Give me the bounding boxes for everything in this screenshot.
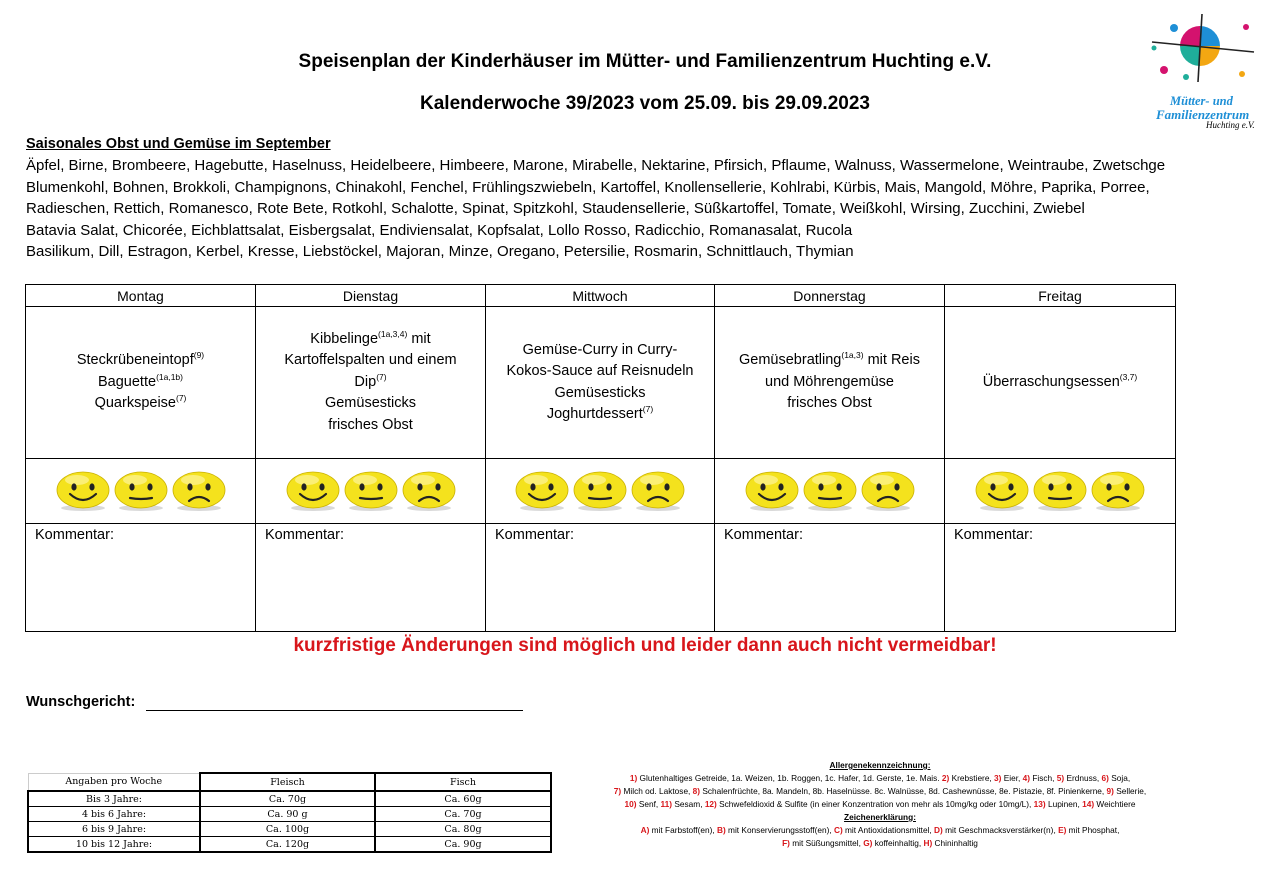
happy-face-icon[interactable] [55, 470, 111, 512]
season-line-herbs: Basilikum, Dill, Estragon, Kerbel, Kresse, Liebstöckel, Majoran, Minze, Oregano, Petersilie, Rosmarin, Schnittlauch, Thymian [26, 243, 854, 261]
meal-text: Dip [354, 373, 377, 390]
meal-text: frisches Obst [328, 416, 413, 433]
allergen-mark: (7) [176, 393, 187, 404]
day-header-row [26, 285, 1176, 307]
table-row [28, 807, 551, 822]
day-header-freitag: Freitag [945, 285, 1176, 307]
legend-key: 14) [1082, 799, 1095, 809]
sad-face-icon[interactable] [1090, 470, 1146, 512]
portion-meat: Ca. 90 g [200, 807, 375, 822]
allergen-mark: (7) [642, 404, 654, 414]
portion-header: Fisch [375, 773, 551, 791]
portion-fish: Ca. 70g [375, 807, 551, 822]
meal-dienstag [256, 307, 486, 459]
season-list [26, 155, 1276, 263]
logo-line1: Mütter- und [1170, 94, 1233, 108]
sad-face-icon[interactable] [401, 470, 457, 512]
symbols-line [570, 824, 1190, 837]
comment-donnerstag[interactable] [715, 524, 945, 632]
season-line-fruits: Äpfel, Birne, Brombeere, Hagebutte, Haselnuss, Heidelbeere, Himbeere, Marone, Mirabelle, Nektarine, Pfirsich, Pflaume, Walnuss, Wassermelone, Weintraube, Zwetschge [26, 157, 1166, 174]
allergen-line [570, 772, 1190, 785]
legend-key: F) [782, 838, 790, 848]
meal-text: Gemüsebratling [739, 352, 842, 369]
neutral-face-icon[interactable] [343, 470, 399, 512]
legend-key: 12) [704, 799, 717, 809]
portion-header: Fleisch [200, 773, 375, 791]
meal-text: Gemüse-Curry in Curry- [522, 341, 678, 358]
meal-text: Steckrübeneintopf [76, 352, 194, 369]
legend-key: G) [863, 838, 873, 848]
legend-key: 7) [613, 786, 622, 796]
sad-face-icon[interactable] [171, 470, 227, 512]
legend-text: Milch od. Laktose, [621, 786, 693, 796]
legend-text: Schwefeldioxid & Sulfite (in einer Konzentration von mehr als 10mg/kg oder 10mg/L), [716, 799, 1034, 809]
portion-fish: Ca. 80g [375, 822, 551, 837]
comment-label: Kommentar: [35, 527, 114, 543]
legend-text: mit Phosphat, [1066, 825, 1120, 835]
legend-text: Glutenhaltiges Getreide, 1a. Weizen, 1b. Roggen, 1c. Hafer, 1d. Gerste, 1e. Mais. [637, 773, 942, 783]
change-warning: kurzfristige Änderungen sind möglich und leider dann auch nicht vermeidbar! [293, 635, 997, 656]
meal-montag [26, 307, 256, 459]
portion-age: 10 bis 12 Jahre: [28, 837, 200, 853]
legend-text: Weichtiere [1094, 799, 1136, 809]
symbols-heading: Zeichenerklärung: [844, 812, 916, 822]
happy-face-icon[interactable] [744, 470, 800, 512]
legend-key: 1) [629, 773, 638, 783]
meal-text: Kibbelinge [310, 330, 379, 347]
day-header-mittwoch: Mittwoch [486, 285, 715, 307]
season-heading: Saisonales Obst und Gemüse im September [26, 136, 331, 152]
allergen-line [570, 785, 1190, 798]
comment-montag[interactable] [26, 524, 256, 632]
portion-age: Bis 3 Jahre: [28, 791, 200, 807]
comment-label: Kommentar: [954, 527, 1033, 543]
logo-graphic [1146, 12, 1274, 124]
comment-row [26, 524, 1176, 632]
legend-key: 10) [624, 799, 637, 809]
legend-text: Schalenfrüchte, 8a. Mandeln, 8b. Haselnüsse. 8c. Walnüsse, 8d. Cashewnüsse, 8e. Pistazie, 8f. Pinienkerne, [700, 786, 1107, 796]
meal-text: Gemüsesticks [554, 384, 646, 401]
table-row [28, 791, 551, 807]
portion-meat: Ca. 70g [200, 791, 375, 807]
legend-key: E) [1058, 825, 1067, 835]
rating-mittwoch [486, 459, 715, 524]
happy-face-icon[interactable] [974, 470, 1030, 512]
page-title: Speisenplan der Kinderhäuser im Mütter- und Familienzentrum Huchting e.V. [298, 51, 992, 72]
legend-key: C) [833, 825, 843, 835]
comment-label: Kommentar: [495, 527, 574, 543]
logo-line3: Huchting e.V. [1206, 120, 1255, 130]
legend-key: 13) [1033, 799, 1046, 809]
happy-face-icon[interactable] [514, 470, 570, 512]
meal-mittwoch [486, 307, 715, 459]
meal-text: mit Reis [863, 352, 920, 369]
day-header-dienstag: Dienstag [256, 285, 486, 307]
allergen-heading: Allergenekennzeichnung: [829, 760, 931, 770]
comment-freitag[interactable] [945, 524, 1176, 632]
table-row [28, 837, 551, 853]
rating-row [26, 459, 1176, 524]
meal-text: Kokos-Sauce auf Reisnudeln [506, 363, 694, 379]
week-menu-table [25, 284, 1176, 632]
portion-age: 4 bis 6 Jahre: [28, 807, 200, 822]
legend-text: Krebstiere, [949, 773, 995, 783]
day-header-montag: Montag [26, 285, 256, 307]
happy-face-icon[interactable] [285, 470, 341, 512]
portion-table [27, 772, 552, 853]
legend-key: A) [640, 825, 650, 835]
legend-text: mit Farbstoff(en), [649, 825, 717, 835]
portion-fish: Ca. 60g [375, 791, 551, 807]
neutral-face-icon[interactable] [572, 470, 628, 512]
comment-label: Kommentar: [724, 527, 803, 543]
meal-text: frisches Obst [787, 395, 872, 412]
portion-meat: Ca. 100g [200, 822, 375, 837]
allergen-legend [570, 759, 1190, 850]
legend-text: Fisch, [1030, 773, 1057, 783]
meal-donnerstag [715, 307, 945, 459]
legend-text: Sellerie, [1113, 786, 1147, 796]
legend-text: koffeinhaltig, [872, 838, 924, 848]
legend-key: 5) [1056, 773, 1065, 783]
table-row [28, 822, 551, 837]
logo-line2: Familienzentrum [1156, 107, 1250, 122]
portion-header: Angaben pro Woche [28, 773, 200, 791]
legend-text: mit Antioxidationsmittel, [842, 825, 935, 835]
neutral-face-icon[interactable] [1032, 470, 1088, 512]
legend-text: Eier, [1001, 773, 1023, 783]
wish-label: Wunschgericht: [26, 694, 136, 710]
page-subtitle: Kalenderwoche 39/2023 vom 25.09. bis 29.09.2023 [420, 93, 870, 114]
meal-text: Überraschungsessen [982, 373, 1120, 390]
sad-face-icon[interactable] [860, 470, 916, 512]
meal-text: mit [407, 330, 431, 347]
legend-text: Erdnuss, [1064, 773, 1102, 783]
legend-key: 9) [1106, 786, 1114, 796]
allergen-mark: (9) [193, 350, 205, 361]
rating-freitag [945, 459, 1176, 524]
meal-text: Quarkspeise [94, 395, 176, 412]
legend-text: Chininhaltig [932, 838, 978, 848]
neutral-face-icon[interactable] [113, 470, 169, 512]
comment-label: Kommentar: [265, 527, 344, 543]
comment-dienstag[interactable] [256, 524, 486, 632]
day-header-donnerstag: Donnerstag [715, 285, 945, 307]
season-line-veg-2: Radieschen, Rettich, Romanesco, Rote Bete, Rotkohl, Schalotte, Spinat, Spitzkohl, Staudensellerie, Süßkartoffel, Tomate, Weißkohl, Wirsing, Zucchini, Zwiebel [26, 200, 1085, 218]
legend-key: 8) [692, 786, 701, 796]
season-line-veg-1: Blumenkohl, Bohnen, Brokkoli, Champignons, Chinakohl, Fenchel, Frühlingszwiebeln, Kartoffel, Knollensellerie, Kohlrabi, Kürbis, Mais, Mangold, Möhre, Paprika, Porree, [26, 178, 1150, 196]
legend-key: 3) [994, 773, 1002, 783]
legend-text: Soja, [1108, 773, 1131, 783]
season-line-salads: Batavia Salat, Chicorée, Eichblattsalat, Eisbergsalat, Endiviensalat, Kopfsalat, Lollo Rosso, Radicchio, Romanasalat, Rucola [26, 221, 853, 239]
legend-text: Sesam, [672, 799, 705, 809]
rating-donnerstag [715, 459, 945, 524]
allergen-mark: (1a,3) [841, 350, 864, 361]
meal-text: Joghurtdessert [546, 406, 643, 422]
logo [1146, 12, 1274, 130]
legend-key: H) [923, 838, 933, 848]
portion-fish: Ca. 90g [375, 837, 551, 853]
portion-meat: Ca. 120g [200, 837, 375, 853]
rating-montag [26, 459, 256, 524]
allergen-mark: (1a,3,4) [378, 328, 408, 339]
meal-text: Kartoffelspalten und einem [284, 352, 457, 369]
allergen-line [570, 798, 1190, 811]
legend-text: mit Süßungsmittel, [789, 838, 864, 848]
portion-header-row [28, 773, 551, 791]
legend-key: B) [716, 825, 726, 835]
legend-key: 6) [1101, 773, 1109, 783]
legend-text: mit Geschmacksverstärker(n), [942, 825, 1059, 835]
legend-text: Lupinen, [1045, 799, 1083, 809]
legend-key: 4) [1022, 773, 1031, 783]
legend-text: Senf, [636, 799, 661, 809]
portion-age: 6 bis 9 Jahre: [28, 822, 200, 837]
legend-key: D) [934, 825, 943, 835]
meal-text: Gemüsesticks [324, 395, 417, 412]
wish-input-line[interactable] [146, 710, 523, 711]
legend-key: 11) [660, 799, 673, 809]
meal-text: Baguette [98, 373, 157, 390]
sad-face-icon[interactable] [630, 470, 686, 512]
symbols-line [570, 837, 1190, 850]
neutral-face-icon[interactable] [802, 470, 858, 512]
comment-mittwoch[interactable] [486, 524, 715, 632]
allergen-mark: (3,7) [1119, 371, 1138, 382]
allergen-mark: (1a,1b) [156, 371, 183, 382]
meal-text: und Möhrengemüse [765, 373, 894, 390]
meal-freitag [945, 307, 1176, 459]
meal-row [26, 307, 1176, 459]
allergen-mark: (7) [376, 371, 387, 382]
legend-key: 2) [941, 773, 950, 783]
rating-dienstag [256, 459, 486, 524]
legend-text: mit Konservierungsstoff(en), [725, 825, 834, 835]
